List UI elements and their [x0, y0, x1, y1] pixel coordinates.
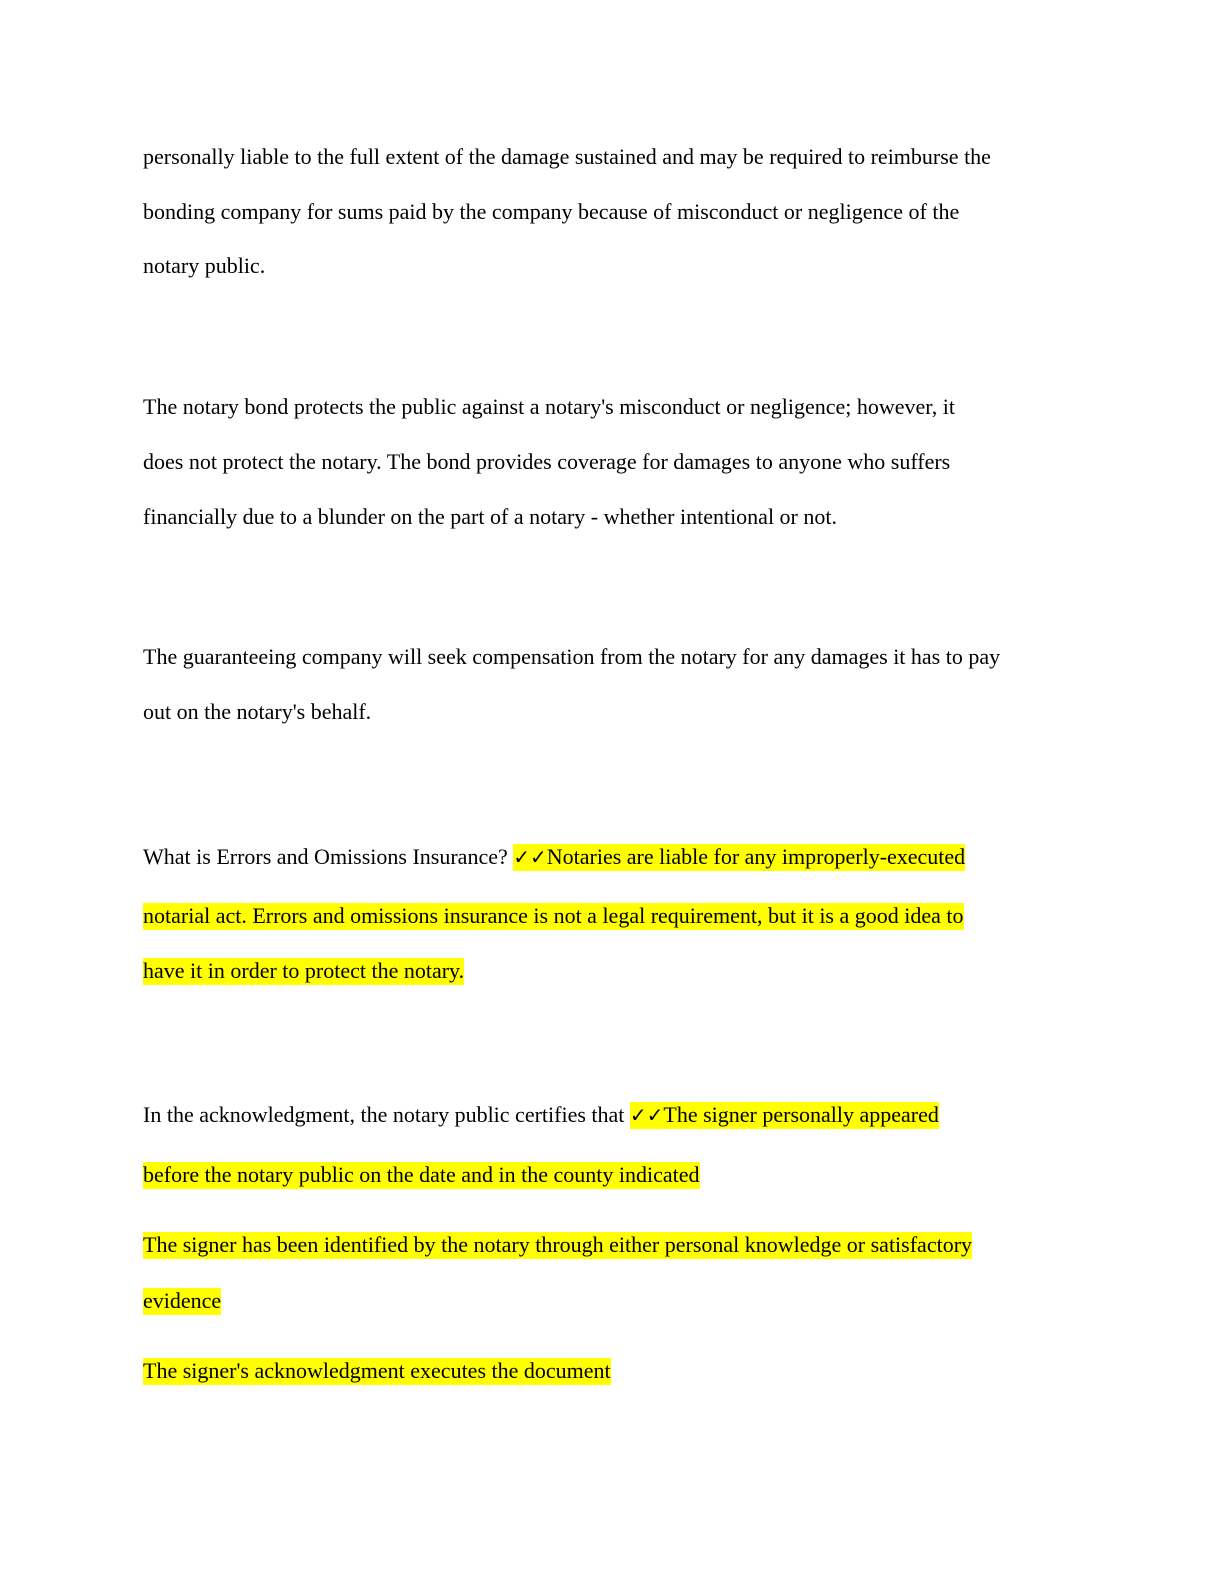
text-line: bonding company for sums paid by the company because of misconduct or negligence of the [143, 199, 960, 224]
highlighted-answer: have it in order to protect the notary. [143, 958, 465, 983]
question-text: What is Errors and Omissions Insurance? [143, 844, 514, 869]
question-line [143, 1100, 939, 1130]
answer-line [143, 1160, 700, 1190]
answer-text: The signer personally appeared [663, 1102, 939, 1127]
text-line: The guaranteeing company will seek compensation from the notary for any damages it has to pay [143, 644, 1001, 669]
highlighted-answer: The signer has been identified by the notary through either personal knowledge or satisfactory [143, 1232, 973, 1257]
question-text: In the acknowledgment, the notary public certifies that [143, 1102, 630, 1127]
highlighted-answer: notarial act. Errors and omissions insurance is not a legal requirement, but it is a good idea to [143, 903, 964, 928]
answer-line [143, 1286, 221, 1316]
highlighted-answer: before the notary public on the date and in the county indicated [143, 1162, 700, 1187]
double-check-icon: ✓✓ [629, 1103, 664, 1127]
highlighted-answer [513, 844, 965, 871]
text-line: The notary bond protects the public against a notary's misconduct or negligence; however, it [143, 394, 955, 419]
double-check-icon: ✓✓ [513, 845, 547, 869]
answer-line [143, 901, 964, 931]
text-line: does not protect the notary. The bond provides coverage for damages to anyone who suffers [143, 449, 951, 474]
text-line: personally liable to the full extent of the damage sustained and may be required to reimburse the [143, 144, 991, 169]
answer-text: Notaries are liable for any improperly-executed [546, 844, 966, 869]
highlighted-answer: The signer's acknowledgment executes the document [143, 1358, 611, 1383]
answer-line [143, 1356, 611, 1386]
answer-line [143, 956, 464, 986]
highlighted-answer [630, 1102, 939, 1129]
highlighted-answer: evidence [143, 1288, 222, 1313]
question-line [143, 842, 965, 872]
text-line: notary public. [143, 253, 266, 278]
answer-line [143, 1230, 972, 1260]
text-line: out on the notary's behalf. [143, 699, 372, 724]
text-line: financially due to a blunder on the part of a notary - whether intentional or not. [143, 504, 837, 529]
